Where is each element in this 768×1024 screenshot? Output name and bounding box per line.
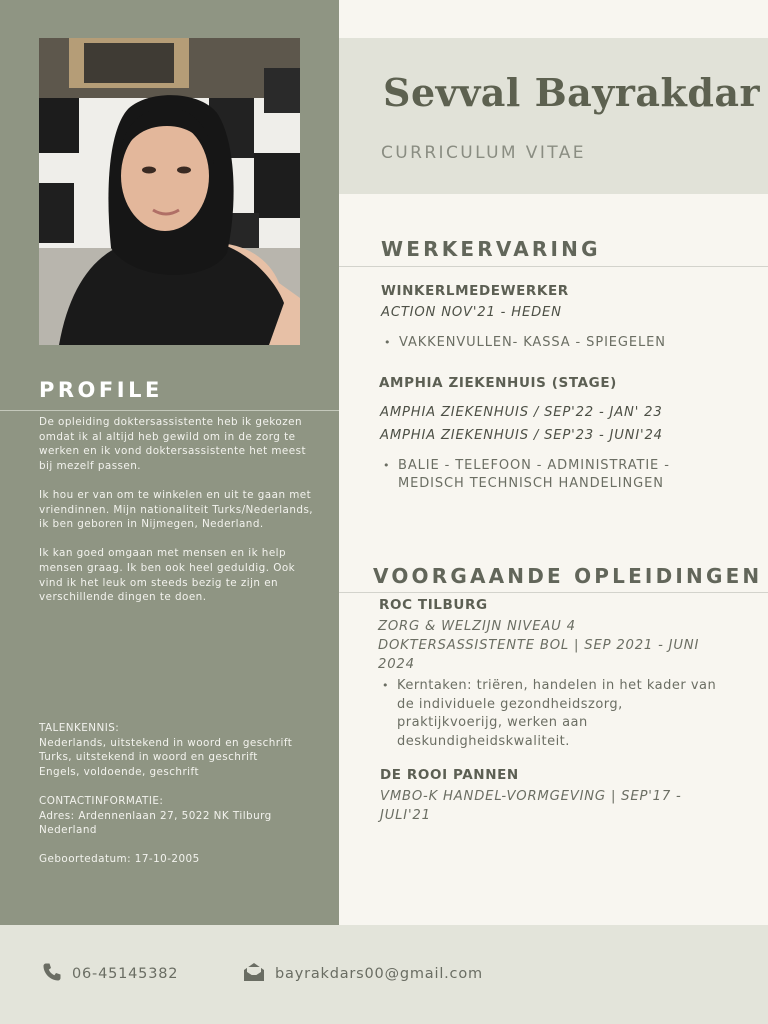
- job-tasks: • VAKKENVULLEN- KASSA - SPIEGELEN: [381, 334, 729, 352]
- experience-divider: [339, 266, 768, 267]
- profile-photo: [39, 38, 300, 345]
- language-item: Turks, uitstekend in woord en geschrift: [39, 751, 258, 764]
- profile-paragraph: Ik hou er van om te winkelen en uit te gaan met vriendinnen. Mijn nationaliteit Turks/Nederlands, ik ben geboren in Nijmegen, Nederland.: [39, 488, 314, 531]
- job-period: AMPHIA ZIEKENHUIS / SEP'23 - JUNI'24: [380, 428, 663, 443]
- school-title: DE ROOI PANNEN: [380, 767, 519, 783]
- profile-paragraph: Ik kan goed omgaan met mensen en ik help mensen graag. Ik ben ook heel geduldig. Ook vind ik het leuk om steeds bezig te zijn en verschillende dingen te doen.: [39, 547, 296, 604]
- address-line: Nederland: [39, 824, 97, 837]
- job-title: AMPHIA ZIEKENHUIS (STAGE): [379, 375, 617, 391]
- phone-icon: [42, 962, 62, 986]
- address-line: Adres: Ardennenlaan 27, 5022 NK Tilburg: [39, 809, 272, 822]
- school-tasks: • Kerntaken: triëren, handelen in het kader van de individuele gezondheidszorg, praktijkvoerijg, werken aan deskundigheidskwaliteit.: [379, 677, 727, 751]
- birthdate: [39, 852, 329, 867]
- profile-divider: [0, 410, 339, 411]
- job-tasks: • BALIE - TELEFOON - ADMINISTRATIE - MEDISCH TECHNISCH HANDELINGEN: [380, 457, 728, 493]
- language-item: Nederlands, uitstekend in woord en geschrift: [39, 736, 293, 749]
- phone-contact[interactable]: [42, 962, 178, 986]
- school-title: ROC TILBURG: [379, 597, 488, 613]
- education-heading: VOORGAANDE OPLEIDINGEN: [373, 564, 763, 588]
- profile-text: [39, 415, 319, 619]
- education-divider: [339, 592, 768, 593]
- sidebar: [0, 0, 339, 925]
- job-period: AMPHIA ZIEKENHUIS / SEP'22 - JAN' 23: [380, 405, 663, 420]
- email-address[interactable]: bayrakdars00@gmail.com: [275, 966, 483, 982]
- school-detail: ZORG & WELZIJN NIVEAU 4 DOKTERSASSISTENTE BOL | SEP 2021 - JUNI 2024: [378, 619, 700, 672]
- languages-title: TALENKENNIS:: [39, 722, 120, 734]
- school-detail: VMBO-K HANDEL-VORMGEVING | SEP'17 - JULI'21: [380, 789, 682, 823]
- languages-block: [39, 721, 329, 779]
- profile-paragraph: De opleiding doktersassistente heb ik gekozen omdat ik al altijd heb gewild om in de zorg te werken en ik vond doktersassistente het meest bij mezelf passen.: [39, 416, 307, 472]
- job-title: WINKERLMEDEWERKER: [381, 283, 569, 299]
- contact-title: CONTACTINFORMATIE:: [39, 795, 164, 807]
- profile-heading: PROFILE: [39, 378, 163, 402]
- cv-subtitle: CURRICULUM VITAE: [381, 143, 586, 163]
- header-band: [339, 38, 768, 194]
- experience-heading: WERKERVARING: [381, 237, 601, 261]
- language-item: Engels, voldoende, geschrift: [39, 765, 199, 778]
- phone-number[interactable]: 06-45145382: [72, 966, 179, 982]
- person-name: Sevval Bayrakdar: [383, 70, 761, 115]
- email-contact[interactable]: [243, 962, 483, 986]
- birthdate-text: Geboortedatum: 17-10-2005: [39, 853, 200, 865]
- envelope-icon: [243, 962, 265, 986]
- contact-block: [39, 794, 329, 838]
- job-period: ACTION NOV'21 - HEDEN: [381, 305, 562, 320]
